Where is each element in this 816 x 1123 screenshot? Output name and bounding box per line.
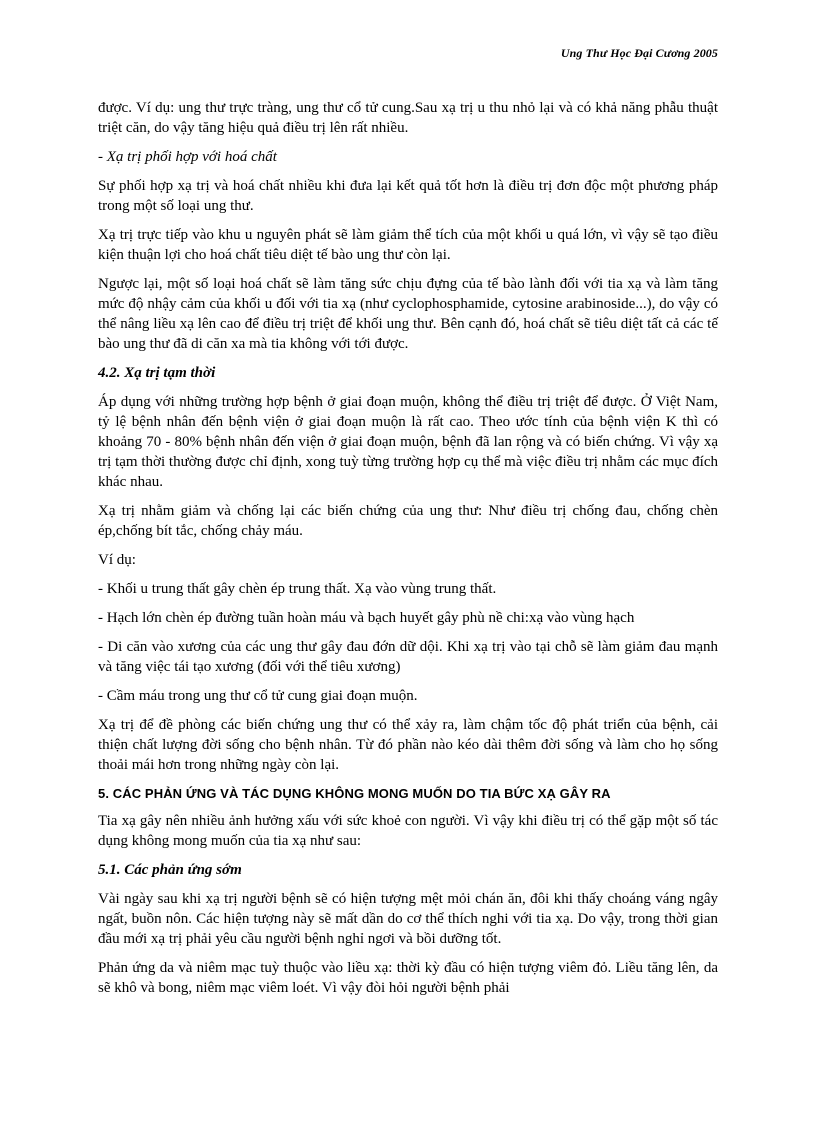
paragraph: Phản ứng da và niêm mạc tuỳ thuộc vào liều xạ: thời kỳ đầu có hiện tượng viêm đỏ. Liều tăng lên, da sẽ khô và bong, niêm mạc viêm loét. Vì vậy đòi hỏi người bệnh phải [98,960,718,996]
list-item: - Khối u trung thất gây chèn ép trung thất. Xạ vào vùng trung thất. [98,581,497,597]
list-item: - Hạch lớn chèn ép đường tuần hoàn máu và bạch huyết gây phù nề chi:xạ vào vùng hạch [98,610,635,626]
list-item: - Di căn vào xương của các ung thư gây đau đớn dữ dội. Khi xạ trị vào tại chỗ sẽ làm giảm đau mạnh và tăng việc tái tạo xương (đối với thể tiêu xương) [98,639,718,675]
paragraph: Tia xạ gây nên nhiều ảnh hưởng xấu với sức khoẻ con người. Vì vậy khi điều trị có thể gặp một số tác dụng không mong muốn của tia xạ như sau: [98,813,718,849]
paragraph: được. Ví dụ: ung thư trực tràng, ung thư cổ tử cung.Sau xạ trị u thu nhỏ lại và có khả năng phẫu thuật triệt căn, do vậy tăng hiệu quả điều trị lên rất nhiều. [98,100,718,136]
paragraph: Xạ trị để đề phòng các biến chứng ung thư có thể xảy ra, làm chậm tốc độ phát triển của bệnh, cải thiện chất lượng đời sống cho bệnh nhân. Từ đó phần nào kéo dài thêm đời sống và làm cho họ sống thoải mái hơn trong những ngày còn lại. [98,717,718,773]
subheading-combined-therapy: - Xạ trị phối hợp với hoá chất [98,149,277,165]
paragraph: Xạ trị nhằm giảm và chống lại các biến chứng của ung thư: Như điều trị chống đau, chống chèn ép,chống bít tắc, chống chảy máu. [98,503,718,539]
page-content [98,98,718,1007]
section-heading-5-1: 5.1. Các phản ứng sớm [98,862,242,878]
section-heading-5: 5. CÁC PHẢN ỨNG VÀ TÁC DỤNG KHÔNG MONG MUỐN DO TIA BỨC XẠ GÂY RA [98,786,611,801]
list-item: - Cầm máu trong ung thư cổ tử cung giai đoạn muộn. [98,688,418,704]
paragraph: Xạ trị trực tiếp vào khu u nguyên phát sẽ làm giảm thể tích của một khối u quá lớn, vì vậy sẽ tạo điều kiện thuận lợi cho hoá chất tiêu diệt tế bào ung thư còn lại. [98,227,718,263]
section-heading-4-2: 4.2. Xạ trị tạm thời [98,365,216,381]
paragraph: Ví dụ: [98,552,136,568]
paragraph: Ngược lại, một số loại hoá chất sẽ làm tăng sức chịu đựng của tế bào lành đối với tia xạ và làm tăng mức độ nhậy cảm của khối u đối với tia xạ (như cyclophosphamide, cytosine arabinoside...), do vậy có thể nâng liều xạ lên cao để điều trị triệt để khối ung thư. Bên cạnh đó, hoá chất sẽ tiêu diệt tất cả các tế bào ung thư đã di căn xa mà tia không với tới được. [98,276,718,352]
paragraph: Áp dụng với những trường hợp bệnh ở giai đoạn muộn, không thể điều trị triệt để được. Ở Việt Nam, tỷ lệ bệnh nhân đến bệnh viện ở giai đoạn muộn là rất cao. Theo ước tính của bệnh viện K thì có khoảng 70 - 80% bệnh nhân đến viện ở giai đoạn muộn, bệnh đã lan rộng và có biến chứng. Vì vậy xạ trị tạm thời thường được chỉ định, xong tuỳ từng trường hợp cụ thể mà việc điều trị nhằm các mục đích khác nhau. [98,394,718,490]
paragraph: Sự phối hợp xạ trị và hoá chất nhiều khi đưa lại kết quả tốt hơn là điều trị đơn độc một phương pháp trong một số loại ung thư. [98,178,718,214]
paragraph: Vài ngày sau khi xạ trị người bệnh sẽ có hiện tượng mệt mỏi chán ăn, đôi khi thấy choáng váng ngây ngất, buồn nôn. Các hiện tượng này sẽ mất dần do cơ thể thích nghi với tia xạ. Do vậy, trong thời gian đầu mới xạ trị phải yêu cầu người bệnh nghỉ ngơi và bồi dưỡng tốt. [98,891,718,947]
running-header: Ung Thư Học Đại Cương 2005 [560,46,718,60]
